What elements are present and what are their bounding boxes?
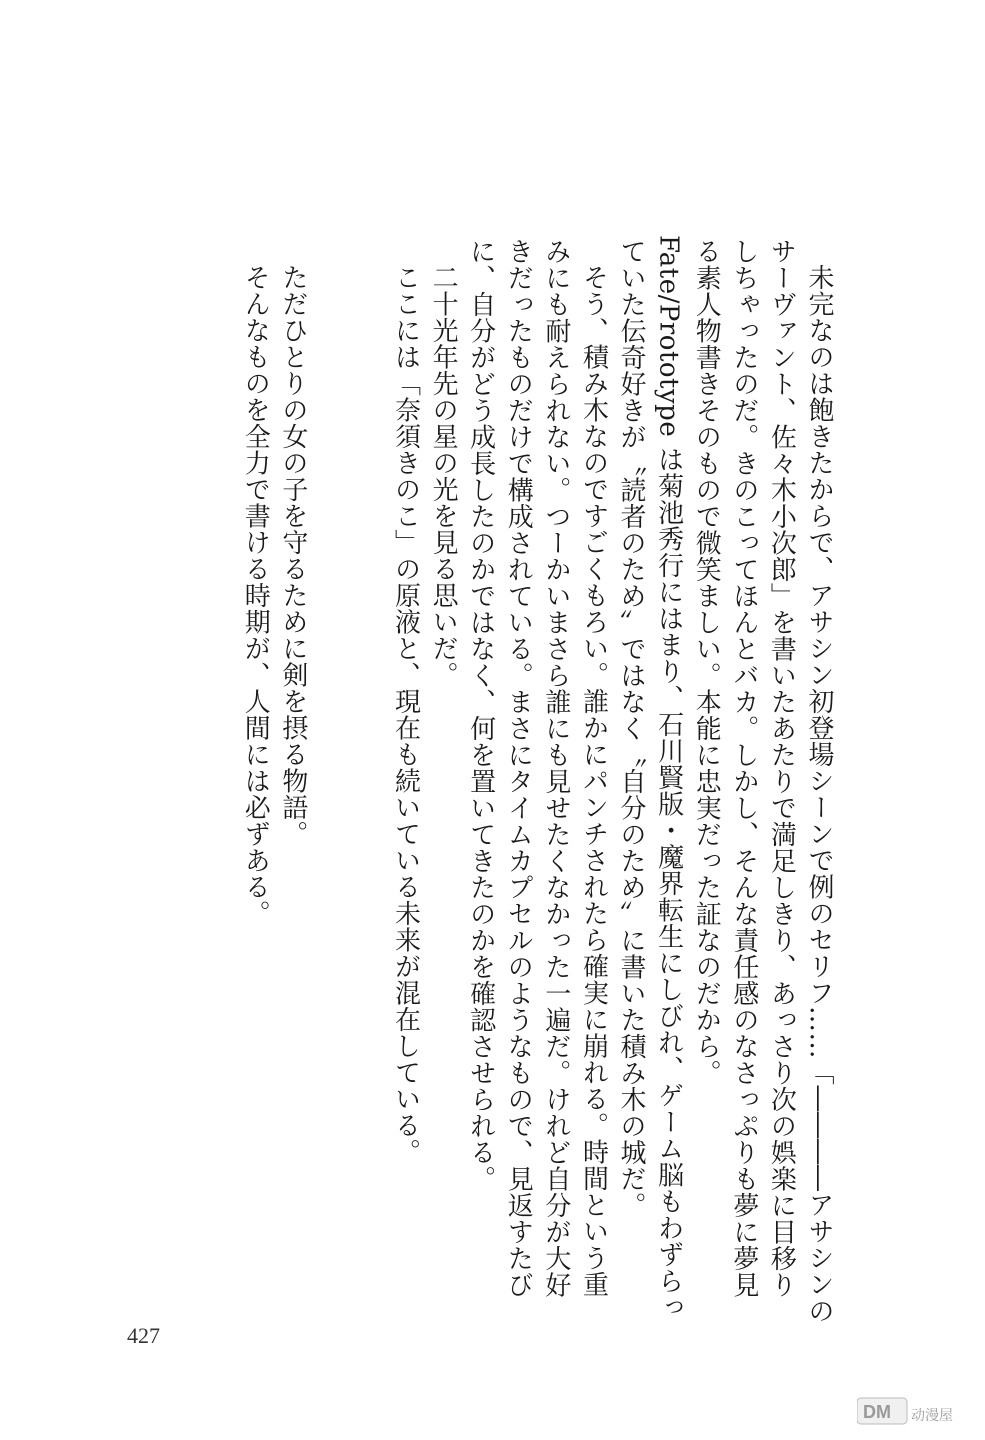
page-number: 427 [127,1323,160,1348]
paragraph-line-1: 未完なのは飽きたからで、アサシン初登場シーンで例のセリフ……「――――アサシンの [804,264,834,1324]
watermark-site-text: 动漫屋 [911,1408,953,1424]
paragraph-line-10: に、自分がどう成長したのかではなく、何を置いてきたのかを確認させられる。 [465,238,496,1192]
paragraph-line-11: 二十光年先の星の光を見る思いだ。 [428,264,459,688]
paragraph-line-7: そう、積み木なのですごくもろい。誰かにパンチされたら確実に崩れる。時間という重 [578,264,609,1298]
paragraph-line-3: しちゃったのだ。きのこってほんとバカ。しかし、そんな責任感のなさっぷりも夢に夢見 [728,238,759,1298]
watermark-logo-text: DM [863,1402,891,1422]
paragraph-line-12: ここには「奈須きのこ」の原液と、現在も続いている未来が混在している。 [390,264,421,1165]
paragraph-line-9: きだったものだけで構成されている。まさにタイムカプセルのようなもので、見返すたび [503,238,534,1298]
paragraph-line-13: ただひとりの女の子を守るために剣を摂る物語。 [277,264,308,847]
paragraph-line-8: みにも耐えられない。つーかいまさら誰にも見せたくなかった一遍だ。けれど自分が大好 [540,238,571,1298]
paragraph-line-2: サーヴァント、佐々木小次郎」を書いたあたりで満足しきり、あっさり次の娯楽に目移り [766,238,797,1298]
paragraph-line-4: る素人物書きそのもので微笑ましい。本能に忠実だった証なのだから。 [691,238,722,1086]
paragraph-line-6: ていた伝奇好きが〝読者のため〟ではなく〝自分のため〟に書いた積み木の城だ。 [616,238,647,1219]
paragraph-line-14: そんなものを全力で書ける時期が、人間には必ずある。 [240,264,271,927]
section-gap [311,238,386,1138]
paragraph-line-5: Fate/Prototype は菊池秀行にはまり、石川賢版・魔界転生にしびれ、ゲーム脳もわずらっ [653,235,684,1321]
watermark-logo [857,1392,965,1428]
vertical-text-block [236,235,837,1324]
